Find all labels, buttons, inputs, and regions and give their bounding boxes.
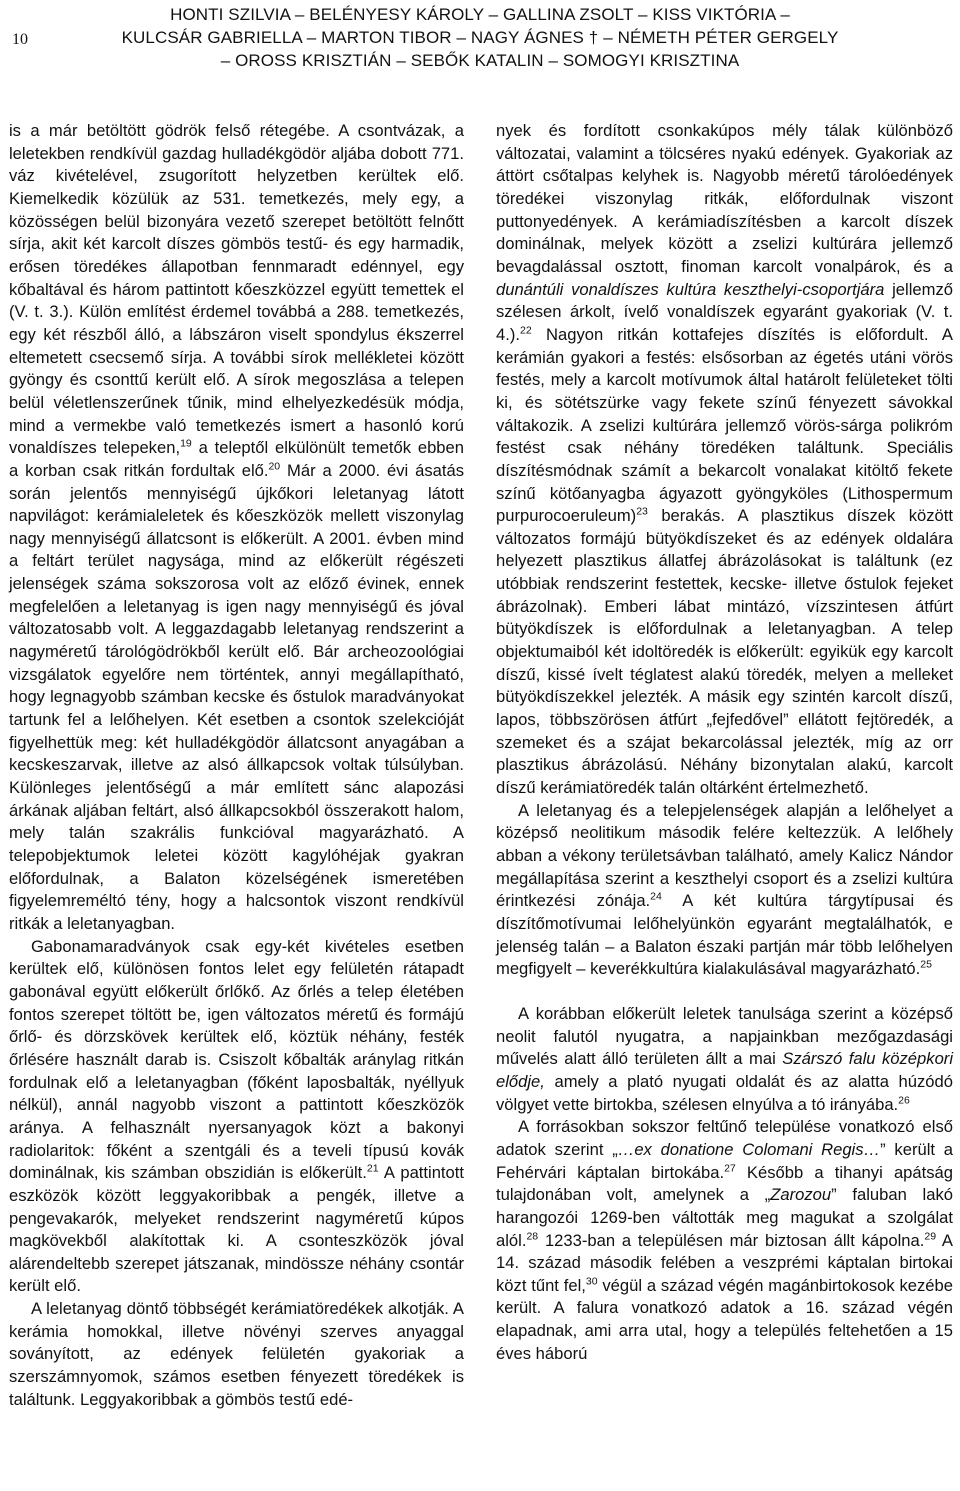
footnote-ref: 25: [920, 958, 932, 971]
footnote-ref: 30: [585, 1275, 598, 1288]
left-paragraph-3: A leletanyag döntő többségét kerámiatöredékek alkotják. A kerámia homokkal, illetve növényi szerves anyaggal soványított, az edények felületén gyakoriak a szerszámnyomok, számos esetben fényezett töredékek is találtunk. Leggyakoribbak a gömbös testű edé-: [9, 1299, 464, 1409]
right-paragraph-2: A leletanyag és a telepjelenségek alapján a lelőhelyet a középső neolitikum második felére keltezzük. A lelőhely abban a vékony területsávban található, amely Kalicz Nándor megállapítása szerint a keszthelyi csoport és a zselizi kultúra érintkezési zónája.$^{24}$ A két kultúra tárgytípusai és díszítőmotívumai lelőhelyünkön egyaránt megtalálhatók, e jelenség talán – a Balaton északi partján már több lelőhelyen megfigyelt – keverékkultúra kialakulásával magyarázható.$^{25}$: [496, 800, 953, 979]
footnote-ref: 29: [924, 1229, 937, 1242]
footnote-ref: 28: [526, 1229, 539, 1242]
left-column: [9, 120, 464, 1411]
footnote-ref: 26: [898, 1094, 910, 1107]
right-column: [496, 120, 953, 1365]
right-paragraph-4: A forrásokban sokszor feltűnő települése vonatkozó első adatok szerint „…ex donatione Colomani Regis…” került a Fehérvári káptalan birtokába.$^{27}$ Később a tihanyi apátság tulajdonában volt, amelynek a „Zarozou” faluban lakó harangozói 1269-ben váltották meg magukat a szolgálat alól.$^{28}$ 1233-ban a településen már biztosan állt kápolna.$^{29}$ A 14. század második felében a veszprémi káptalan birtokai közt tűnt fel,$^{30}$ végül a század végén magánbirtokosok kezébe került. A falura vonatkozó adatok a 16. század végén elapadnak, ami arra utal, hogy a település feltehetően a 15 éves háború: [496, 1117, 954, 1363]
running-header: [70, 3, 890, 72]
right-paragraph-1: nyek és fordított csonkakúpos mély tálak különböző változatai, valamint a tölcséres nyakú edények. Gyakoriak az áttört csőtalpas kelyhek is. Nagyobb méretű tárolóedények töredékei viszonylag ritkák, előfordulnak viszont puttonyedények. A kerámiadíszítésben a karcolt díszek dominálnak, melyek között a zselizi kultúrára jellemző bevagdalással osztott, finoman karcolt vonalpárok, és a dunántúli vonaldíszes kultúra keszthelyi-csoportjára jellemző szélesen árkolt, ívelő vonaldíszek egyaránt gyakoriak (V. t. 4.).$^{22}$ Nagyon ritkán kottafejes díszítés is előfordult. A kerámián gyakori a festés: elsősorban az égetés utáni vörös festés, mely a karcolt motívumok által határolt felületeket tölti ki, és sötétszürke vagy fekete színű fényezett sávokkal váltakozik. A zselizi kultúrára jellemző vörös-sárga polikróm festést csak néhány töredéken találtunk. Speciális díszítésmódnak számít a bekarcolt vonalakat kitöltő fekete színű kötőanyagba ágyazott gyöngyköles (Lithospermum purpurocoeruleum)$^{23}$ berakás. A plasztikus díszek között változatos formájú bütyökdíszeket és az edények oldalára helyezett plasztikus állatfej ábrázolásokat is találtunk (ez utóbbiak rendszerint festettek, kecske- illetve őstulok fejeket ábrázolnak). Emberi lábat mintázó, vízszintesen átfúrt bütyökdíszek is előfordulnak a leletanyagban. A telep objektumaiból két idoltöredék is előkerült: egyikük egy karcolt díszű, kissé ívelt téglatest alakú töredék, melyen a melleket bütyökdíszekkel jelezték. A másik egy szintén karcolt díszű, lapos, többszörösen átfúrt „fejfedővel” ellátott fejtöredék, a szemeket és a szájat bekarcolással jelezték, míg az orr plasztikus ábrázolású. Néhány bizonytalan alakú, karcolt díszű kerámiatöredék talán oltárként értelmezhető.: [496, 121, 953, 798]
left-paragraph-1: is a már betöltött gödrök felső rétegébe. A csontvázak, a leletekben rendkívül gazdag hulladékgödör aljába dobott 771. váz kivételével, zsugorított helyzetben kerültek elő. Kiemelkedik közülük az 531. temetkezés, mely egy, a közösségen belül bizonyára vezető szerepet betöltött felnőtt sírja, akit két karcolt díszes gömbös testű- és egy harmadik, erősen töredékes állapotban fennmaradt edénnyel, egy kőbaltával és három pattintott kőeszközzel együtt temettek el (V. t. 3.). Külön említést érdemel továbbá a 288. temetkezés, egy két részből álló, a lábszáron viselt spondylus ékszerrel eltemetett csecsemő sírja. A további sírok mellékletei között gyöngy és csonttű került elő. A sírok megoszlása a telepen belül véletlenszerűnek tűnik, mind elhelyezkedésük módja, mind a vermekbe való temetkezés ismert a hasonló korú vonaldíszes telepeken,$^{19}$ a teleptől elkülönült temetők ebben a korban csak ritkán fordultak elő.$^{20}$ Már a 2000. évi ásatás során jelentős mennyiségű újkőkori leletanyag látott napvilágot: kerámialeletek és kőeszközök mellett viszonylag nagy mennyiségű állatcsont is előkerült. A 2001. évben mind a feltárt terület nagysága, mind az előkerült régészeti jelenségek száma sokszorosa volt az előző évinek, ennek megfelelően a leletanyag is igen nagy mennyiségű és jóval változatosabb volt. A leggazdagabb leletanyag rendszerint a nagyméretű tárológödrökből került elő. Bár archeozoológiai vizsgálatok egyelőre nem történtek, annyi megállapítható, hogy legnagyobb számban kecske és őstulok maradványokat tartunk fel a lelőhelyen. Két esetben a csontok szelekcióját figyelhettük meg: két hulladékgödör állatcsont anyagában a kecskeszarvak, illetve az alsó állkapcsok voltak túlsúlyban. Különleges jelentőségű a már említett sánc alapozási árkának aljában feltárt, alsó állkapcsokból összerakott halom, mely talán szakrális funkcióval magyarázható. A telepobjektumok leletei között kagylóhéjak gyakran előfordulnak, a Balaton közelségének ismeretében figyelemreméltó tény, hogy a halcsontok viszont rendkívül ritkák a leletanyagban.: [9, 121, 464, 933]
header-authors-line-1: HONTI SZILVIA – BELÉNYESY KÁROLY – GALLINA ZSOLT – KISS VIKTÓRIA –: [170, 5, 790, 24]
footnote-ref: 22: [519, 324, 532, 337]
footnote-ref: 20: [268, 460, 281, 473]
footnote-ref: 19: [180, 437, 192, 450]
section-gap: [496, 981, 953, 1003]
left-paragraph-2: Gabonamaradványok csak egy-két kivételes esetben kerültek elő, különösen fontos lelet egy felületén rátapadt gabonával együtt előkerült őrlőkő. Az őrlés a telep életében fontos szerepet töltött be, igen változatos méretű és formájú őrlő- és dörzskövek kerültek elő, köztük néhány, festék őrlésére használt darab is. Csiszolt kőbalták aránylag ritkán fordulnak elő a leletanyagban (főként laposbalták, nyéllyuk nélkül), annál nagyobb viszont a pattintott kőeszközök aránya. A felhasznált nyersanyagok közt a bakonyi radiolaritok: főként a szentgáli és a teveli típusú kovák dominálnak, kis számban obszidián is előkerült.$^{21}$ A pattintott eszközök között leggyakoribbak a pengék, illetve a pengevakarók, melyeket rendszerint nagyméretű kúpos magkövekből alakítottak ki. A csonteszközök jóval alárendeltebb szerepet játszanak, mindössze néhány csontár került elő.: [9, 936, 464, 1296]
footnote-ref: 27: [724, 1162, 736, 1174]
header-authors-line-2: KULCSÁR GABRIELLA – MARTON TIBOR – NAGY ÁGNES † – NÉMETH PÉTER GERGELY: [121, 28, 839, 47]
page-number: 10: [12, 31, 28, 48]
right-paragraph-3: A korábban előkerült leletek tanulsága szerint a középső neolit falutól nyugatra, a napjainkban mezőgazdasági művelés alatt álló területen állt a mai Szárszó falu középkori elődje, amely a plató nyugati oldalát és az alatta húzódó völgyet vette birtokba, szélesen elnyúlva a tó irányába.$^{26}$: [496, 1003, 954, 1114]
header-authors-line-3: – OROSS KRISZTIÁN – SEBŐK KATALIN – SOMOGYI KRISZTINA: [220, 51, 740, 70]
footnote-ref: 23: [636, 505, 648, 518]
footnote-ref: 24: [650, 890, 662, 903]
footnote-ref: 21: [366, 1162, 379, 1175]
